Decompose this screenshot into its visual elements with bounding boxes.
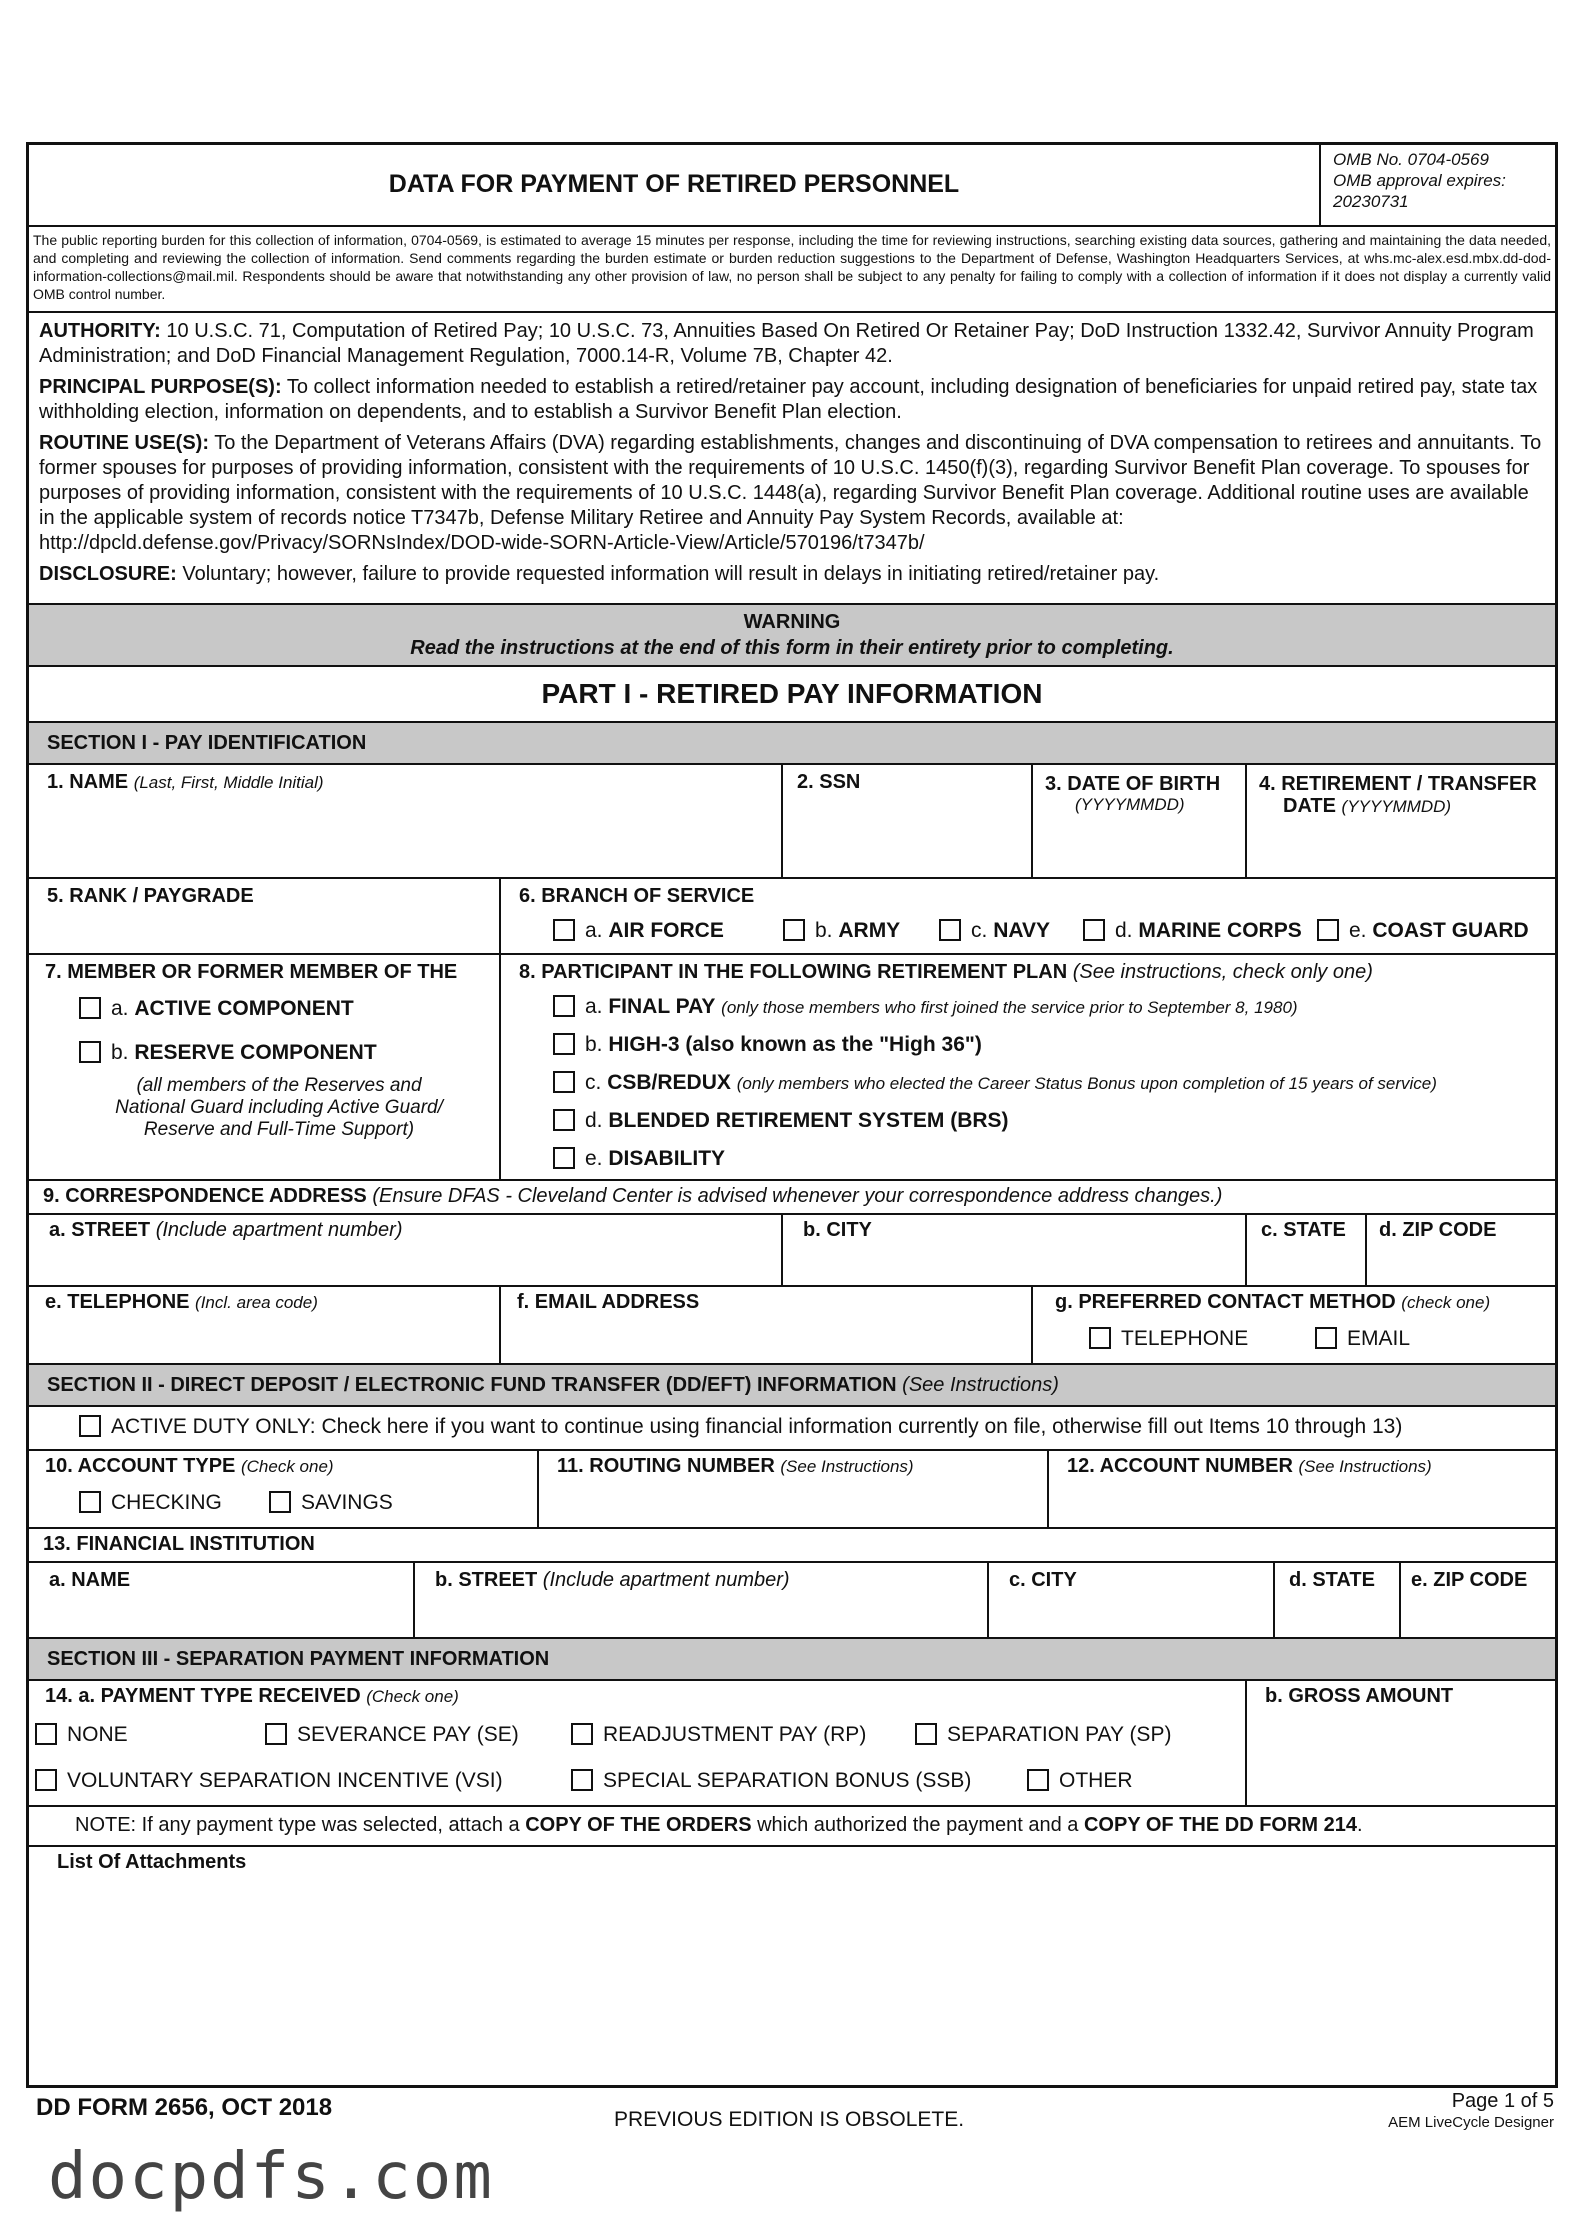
- branch-name: ARMY: [838, 919, 901, 942]
- checkbox[interactable]: [783, 919, 805, 941]
- plan-name: BLENDED RETIREMENT SYSTEM (BRS): [608, 1109, 1009, 1132]
- form-id: DD FORM 2656, OCT 2018: [36, 2094, 333, 2121]
- plan-name: FINAL PAY: [608, 995, 716, 1018]
- name-hint: (Last, First, Middle Initial): [133, 773, 324, 792]
- street-hint: (Include apartment number): [155, 1219, 403, 1241]
- omb-number: OMB No. 0704-0569: [1333, 150, 1489, 169]
- active-duty-row: [29, 1405, 1555, 1449]
- name-label-wrap: [47, 771, 324, 794]
- plan-hint: (See instructions, check only one): [1072, 961, 1373, 983]
- checking-label: CHECKING: [111, 1491, 222, 1514]
- branch-name: NAVY: [993, 919, 1050, 942]
- authority-paragraph: [29, 319, 1555, 369]
- payment-option-ssb[interactable]: [571, 1769, 971, 1793]
- privacy-act-statement: [29, 311, 1555, 603]
- telephone-field[interactable]: [29, 1287, 499, 1363]
- account-number-field[interactable]: [1047, 1451, 1558, 1527]
- city-field[interactable]: [781, 1215, 1245, 1285]
- note-orders: COPY OF THE ORDERS: [525, 1814, 752, 1836]
- plan-option-disability[interactable]: [553, 1147, 725, 1171]
- checkbox[interactable]: [79, 1415, 101, 1437]
- payment-type-field: [29, 1681, 1245, 1805]
- checkbox[interactable]: [1089, 1327, 1111, 1349]
- dob-field[interactable]: [1031, 765, 1245, 877]
- dd-form-2656: [26, 142, 1558, 2088]
- retirement-date-label2-wrap: [1283, 795, 1451, 818]
- row-name-ssn-dob: [29, 763, 1555, 877]
- account-number-hint: (See Instructions): [1298, 1457, 1432, 1476]
- section3-header: SECTION III - SEPARATION PAYMENT INFORMATION: [29, 1637, 1555, 1679]
- branch-name: MARINE CORPS: [1138, 919, 1302, 942]
- purpose-text: To collect information needed to establish a retired/retainer pay account, including designation of beneficiaries for unpaid retired pay, state tax withholding election, information on dependents, and to establish a Survivor Benefit Plan election.: [39, 376, 1538, 423]
- correspondence-hint: (Ensure DFAS - Cleveland Center is advised whenever your correspondence address changes.): [372, 1185, 1223, 1207]
- checkbox[interactable]: [553, 1147, 575, 1169]
- payment-option-separation[interactable]: [915, 1723, 1171, 1747]
- street-label-wrap: [49, 1219, 403, 1242]
- payment-option-label: SPECIAL SEPARATION BONUS (SSB): [603, 1769, 972, 1792]
- telephone-label: e. TELEPHONE: [45, 1291, 190, 1313]
- retirement-date-label2: DATE: [1283, 795, 1336, 817]
- warning-banner: [29, 603, 1555, 665]
- account-type-label-wrap: [45, 1455, 334, 1478]
- routing-number-field[interactable]: [537, 1451, 1047, 1527]
- checkbox[interactable]: [571, 1723, 593, 1745]
- checkbox[interactable]: [1027, 1769, 1049, 1791]
- contact-hint: (check one): [1401, 1293, 1491, 1312]
- payment-option-readjustment[interactable]: [571, 1723, 866, 1747]
- payment-option-label: READJUSTMENT PAY (RP): [603, 1723, 867, 1746]
- contact-telephone-label: TELEPHONE: [1121, 1327, 1249, 1350]
- member-option-reserve[interactable]: [79, 1041, 377, 1065]
- payment-option-none[interactable]: [35, 1723, 128, 1747]
- routing-hint: (See Instructions): [780, 1457, 914, 1476]
- checkbox[interactable]: [269, 1491, 291, 1513]
- zip-label: d. ZIP CODE: [1379, 1219, 1497, 1241]
- authority-label: AUTHORITY:: [39, 320, 161, 342]
- purpose-paragraph: [29, 375, 1555, 425]
- savings-label: SAVINGS: [301, 1491, 393, 1514]
- institution-zip-label: e. ZIP CODE: [1411, 1569, 1528, 1591]
- payment-option-label: VOLUNTARY SEPARATION INCENTIVE (VSI): [67, 1769, 503, 1792]
- branch-letter: e.: [1349, 919, 1367, 942]
- member-option-active[interactable]: [79, 997, 354, 1021]
- account-option-checking[interactable]: [79, 1491, 222, 1515]
- plan-note: (only members who elected the Career Status Bonus upon completion of 15 years of service): [736, 1074, 1437, 1093]
- payment-type-label: 14. a. PAYMENT TYPE RECEIVED: [45, 1685, 361, 1707]
- plan-field: [499, 955, 1558, 1179]
- branch-letter: c.: [971, 919, 988, 942]
- contact-email-label: EMAIL: [1347, 1327, 1411, 1350]
- member-letter: b.: [111, 1041, 129, 1064]
- branch-letter: d.: [1115, 919, 1133, 942]
- note-dd214: COPY OF THE DD FORM 214: [1083, 1814, 1357, 1836]
- institution-name-field[interactable]: [29, 1563, 413, 1637]
- plan-option-high3[interactable]: [553, 1033, 982, 1057]
- note-text: which authorized the payment and a: [751, 1814, 1084, 1836]
- financial-institution-header: [29, 1527, 1555, 1561]
- retirement-date-field[interactable]: [1245, 765, 1558, 877]
- checkbox[interactable]: [35, 1723, 57, 1745]
- disclosure-paragraph: [29, 562, 1555, 587]
- contact-label-wrap: [1055, 1291, 1490, 1314]
- institution-street-field[interactable]: [413, 1563, 987, 1637]
- routine-text: To the Department of Veterans Affairs (DVA) regarding establishments, changes and discontinuing of DVA compensation to retirees and annuitants. To former spouses for purposes of providing information, consistent with the requirements of 10 U.S.C. 1450(f)(3), regarding Survivor Benefit Plan coverage. To spouses for purposes of providing information, consistent with the requirements of 10 U.S.C. 1448(a), regarding Survivor Benefit Plan coverage. Additional routine uses are available in the applicable system of records notice T7347b, Defense Military Retiree and Annuity Pay System Records, available at: http://dpcld.defense.gov/Privacy/SORNsIndex/DOD-wide-SORN-Article-View/Article/570196/t7347b/: [39, 432, 1542, 554]
- rank-label: 5. RANK / PAYGRADE: [47, 885, 254, 907]
- active-duty-option[interactable]: [79, 1415, 1402, 1439]
- account-number-label: 12. ACCOUNT NUMBER: [1067, 1455, 1293, 1477]
- checkbox[interactable]: [1315, 1327, 1337, 1349]
- row-financial-institution: [29, 1561, 1555, 1637]
- attachments-label: List Of Attachments: [57, 1851, 247, 1873]
- checkbox[interactable]: [553, 1071, 575, 1093]
- branch-name: AIR FORCE: [608, 919, 724, 942]
- plan-letter: a.: [585, 995, 603, 1018]
- warning-text: Read the instructions at the end of this form in their entirety prior to completing.: [410, 637, 1174, 659]
- state-label: c. STATE: [1261, 1219, 1346, 1241]
- routine-label: ROUTINE USE(S):: [39, 432, 209, 454]
- contact-label: g. PREFERRED CONTACT METHOD: [1055, 1291, 1396, 1313]
- section2-title: SECTION II - DIRECT DEPOSIT / ELECTRONIC FUND TRANSFER (DD/EFT) INFORMATION: [47, 1374, 897, 1396]
- authority-text: 10 U.S.C. 71, Computation of Retired Pay; 10 U.S.C. 73, Annuities Based On Retired Or Retainer Pay; DoD Instruction 1332.42, Survivor Annuity Program Administration; and DoD Financial Management Regulation, 7000.14-R, Volume 7B, Chapter 42.: [39, 320, 1534, 367]
- financial-institution-label: 13. FINANCIAL INSTITUTION: [43, 1533, 315, 1555]
- note-text: .: [1357, 1814, 1363, 1836]
- plan-letter: b.: [585, 1033, 603, 1056]
- omb-box: [1319, 145, 1558, 225]
- payment-option-label: OTHER: [1059, 1769, 1133, 1792]
- omb-expires-date: 20230731: [1333, 192, 1409, 211]
- branch-option-army[interactable]: [783, 919, 900, 943]
- branch-option-coast-guard[interactable]: [1317, 919, 1529, 943]
- row-address: [29, 1213, 1555, 1285]
- plan-label-wrap: [519, 961, 1373, 984]
- disclosure-label: DISCLOSURE:: [39, 563, 177, 585]
- page-number: Page 1 of 5: [1451, 2090, 1554, 2112]
- institution-state-field[interactable]: [1273, 1563, 1399, 1637]
- active-duty-text: ACTIVE DUTY ONLY: Check here if you want to continue using financial information currently on file, otherwise fill out Items 10 through 13): [111, 1415, 1403, 1438]
- plan-option-csb-redux[interactable]: [553, 1071, 1437, 1095]
- email-field[interactable]: [499, 1287, 1031, 1363]
- member-letter: a.: [111, 997, 129, 1020]
- telephone-label-wrap: [45, 1291, 318, 1314]
- omb-expires-label: OMB approval expires:: [1333, 171, 1506, 190]
- attachment-note-row: [29, 1805, 1555, 1845]
- form-header: [29, 145, 1555, 225]
- checkbox[interactable]: [553, 1109, 575, 1131]
- ssn-label: 2. SSN: [797, 771, 861, 793]
- plan-name: HIGH-3 (also known as the "High 36"): [608, 1033, 982, 1056]
- member-field: [29, 955, 499, 1179]
- branch-letter: b.: [815, 919, 833, 942]
- designer-credit: AEM LiveCycle Designer: [1388, 2114, 1554, 2131]
- payment-type-hint: (Check one): [366, 1687, 459, 1706]
- checkbox[interactable]: [939, 919, 961, 941]
- checkbox[interactable]: [1083, 919, 1105, 941]
- retirement-date-label: 4. RETIREMENT / TRANSFER: [1259, 773, 1537, 795]
- gross-amount-field[interactable]: [1245, 1681, 1558, 1805]
- checkbox[interactable]: [553, 1033, 575, 1055]
- branch-label: 6. BRANCH OF SERVICE: [519, 885, 755, 907]
- dob-hint: (YYYYMMDD): [1075, 795, 1185, 814]
- account-number-label-wrap: [1067, 1455, 1432, 1478]
- burden-statement: [29, 225, 1555, 311]
- watermark-logo: docpdfs.com: [48, 2140, 494, 2214]
- institution-city-label: c. CITY: [1009, 1569, 1077, 1591]
- correspondence-label-wrap: [43, 1185, 1222, 1208]
- institution-street-hint: (Include apartment number): [542, 1569, 790, 1591]
- institution-city-field[interactable]: [987, 1563, 1273, 1637]
- state-field[interactable]: [1245, 1215, 1365, 1285]
- plan-option-brs[interactable]: [553, 1109, 1009, 1133]
- form-title: DATA FOR PAYMENT OF RETIRED PERSONNEL: [388, 170, 960, 198]
- plan-option-final-pay[interactable]: [553, 995, 1298, 1019]
- institution-street-label-wrap: [435, 1569, 790, 1592]
- retirement-date-hint: (YYYYMMDD): [1341, 797, 1452, 816]
- branch-letter: a.: [585, 919, 603, 942]
- plan-letter: d.: [585, 1109, 603, 1132]
- row-account: [29, 1449, 1555, 1527]
- member-label: 7. MEMBER OR FORMER MEMBER OF THE: [45, 961, 458, 983]
- payment-option-label: SEVERANCE PAY (SE): [297, 1723, 519, 1746]
- city-label: b. CITY: [803, 1219, 872, 1241]
- checkbox[interactable]: [571, 1769, 593, 1791]
- email-label: f. EMAIL ADDRESS: [517, 1291, 700, 1313]
- institution-street-label: b. STREET: [435, 1569, 538, 1591]
- plan-letter: c.: [585, 1071, 602, 1094]
- institution-name-label: a. NAME: [49, 1569, 131, 1591]
- branch-field: [499, 879, 1558, 953]
- street-label: a. STREET: [49, 1219, 151, 1241]
- section1-header: SECTION I - PAY IDENTIFICATION: [29, 721, 1555, 763]
- correspondence-label: 9. CORRESPONDENCE ADDRESS: [43, 1185, 367, 1207]
- burden-text: The public reporting burden for this collection of information, 0704-0569, is estimated to average 15 minutes per response, including the time for reviewing instructions, searching existing data sources, gathering and maintaining the data needed, and completing and reviewing the collection of information. Send comments regarding the burden estimate or burden reduction suggestions to the Department of Defense, Washington Headquarters Services, at whs.mc-alex.esd.mbx.dd-dod-information-collections@mail.mil. Respondents should be aware that notwithstanding any other provision of law, no person shall be subject to any penalty for failing to comply with a collection of information if it does not display a currently valid OMB control number.: [33, 232, 1551, 302]
- checkbox[interactable]: [79, 997, 101, 1019]
- warning-title: WARNING: [743, 611, 841, 633]
- street-field[interactable]: [29, 1215, 781, 1285]
- name-field[interactable]: [29, 765, 781, 877]
- account-type-field: [29, 1451, 537, 1527]
- branch-option-air-force[interactable]: [553, 919, 724, 943]
- member-reserve-note: (all members of the Reserves and National Guard including Active Guard/ Reserve and Full-Time Support): [115, 1075, 443, 1140]
- checkbox[interactable]: [1317, 919, 1339, 941]
- plan-note: (only those members who first joined the service prior to September 8, 1980): [721, 998, 1298, 1017]
- account-option-savings[interactable]: [269, 1491, 393, 1515]
- plan-label: 8. PARTICIPANT IN THE FOLLOWING RETIREMENT PLAN: [519, 961, 1068, 983]
- row-payment-type: [29, 1679, 1555, 1805]
- plan-name: DISABILITY: [608, 1147, 726, 1170]
- checkbox[interactable]: [79, 1041, 101, 1063]
- institution-state-label: d. STATE: [1289, 1569, 1375, 1591]
- payment-option-label: SEPARATION PAY (SP): [947, 1723, 1172, 1746]
- payment-type-label-wrap: [45, 1685, 459, 1708]
- payment-option-label: NONE: [67, 1723, 128, 1746]
- checkbox[interactable]: [553, 919, 575, 941]
- correspondence-header: [29, 1179, 1555, 1213]
- checkbox[interactable]: [553, 995, 575, 1017]
- disclosure-text: Voluntary; however, failure to provide requested information will result in delays in initiating retired/retainer pay.: [176, 563, 1160, 585]
- plan-name: CSB/REDUX: [607, 1071, 731, 1094]
- payment-option-severance[interactable]: [265, 1723, 519, 1747]
- payment-option-vsi[interactable]: [35, 1769, 503, 1793]
- payment-option-other[interactable]: [1027, 1769, 1133, 1793]
- zip-field[interactable]: [1365, 1215, 1558, 1285]
- obsolete-notice: PREVIOUS EDITION IS OBSOLETE.: [614, 2108, 965, 2131]
- account-type-label: 10. ACCOUNT TYPE: [45, 1455, 236, 1477]
- row-member-plan: [29, 953, 1555, 1179]
- note-text: NOTE: If any payment type was selected, attach a: [75, 1814, 526, 1836]
- branch-option-navy[interactable]: [939, 919, 1050, 943]
- gross-amount-label: b. GROSS AMOUNT: [1265, 1685, 1454, 1707]
- plan-letter: e.: [585, 1147, 603, 1170]
- name-label: 1. NAME: [47, 771, 129, 793]
- branch-option-marine-corps[interactable]: [1083, 919, 1302, 943]
- checkbox[interactable]: [79, 1491, 101, 1513]
- purpose-label: PRINCIPAL PURPOSE(S):: [39, 376, 282, 398]
- section2-header: [29, 1363, 1555, 1405]
- checkbox[interactable]: [35, 1769, 57, 1791]
- checkbox[interactable]: [265, 1723, 287, 1745]
- row-rank-branch: [29, 877, 1555, 953]
- attachments-field[interactable]: [29, 1845, 1555, 2091]
- section2-hint: (See Instructions): [902, 1374, 1059, 1396]
- dob-label: 3. DATE OF BIRTH: [1045, 773, 1221, 795]
- routing-label: 11. ROUTING NUMBER: [557, 1455, 775, 1477]
- member-reserve-label: RESERVE COMPONENT: [134, 1041, 377, 1064]
- institution-zip-field[interactable]: [1399, 1563, 1558, 1637]
- routing-label-wrap: [557, 1455, 914, 1478]
- account-type-hint: (Check one): [240, 1457, 334, 1476]
- telephone-hint: (Incl. area code): [195, 1293, 318, 1312]
- contact-option-email[interactable]: [1315, 1327, 1410, 1351]
- row-contact: [29, 1285, 1555, 1363]
- branch-name: COAST GUARD: [1372, 919, 1529, 942]
- routine-uses-paragraph: [29, 431, 1555, 556]
- part1-title: PART I - RETIRED PAY INFORMATION: [29, 665, 1555, 721]
- member-active-label: ACTIVE COMPONENT: [134, 997, 354, 1020]
- ssn-field[interactable]: [781, 765, 1031, 877]
- rank-field[interactable]: [29, 879, 499, 953]
- checkbox[interactable]: [915, 1723, 937, 1745]
- attachment-note: [75, 1814, 1363, 1837]
- contact-option-telephone[interactable]: [1089, 1327, 1248, 1351]
- contact-method-field: [1031, 1287, 1558, 1363]
